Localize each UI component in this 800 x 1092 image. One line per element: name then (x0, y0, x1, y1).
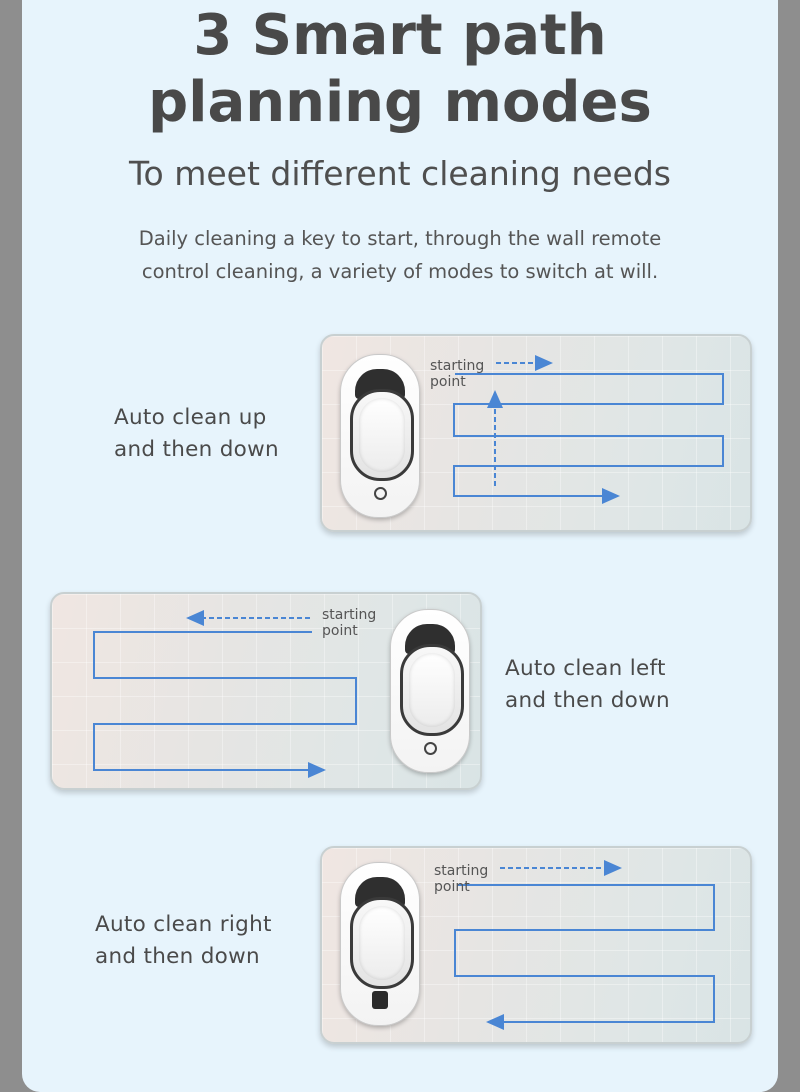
robot-power-button (424, 742, 437, 755)
description-line1: Daily cleaning a key to start, through the wall remote (138, 227, 662, 250)
mode-1-diagram (320, 334, 752, 532)
mode-2-line2: and then down (505, 688, 670, 713)
mode-3-line1: Auto clean right (95, 912, 272, 937)
page-title-line1: 3 Smart path (193, 3, 607, 68)
robot-cleaning-pad (400, 644, 464, 736)
mode-1-line2: and then down (114, 437, 279, 462)
mode-3-starting-point-label (434, 863, 488, 895)
window-robot-image (340, 862, 420, 1026)
mode-1-start-line1: starting (430, 358, 485, 374)
page-description (0, 222, 800, 288)
mode-2-start-line1: starting (322, 607, 377, 623)
mode-3-start-line2: point (434, 879, 470, 895)
mode-1-line1: Auto clean up (114, 405, 267, 430)
robot-handle (372, 991, 388, 1009)
mode-2-label (505, 653, 670, 717)
mode-1-label (114, 402, 279, 466)
page-subtitle: To meet different cleaning needs (129, 154, 671, 193)
mode-2-starting-point-label (322, 607, 376, 639)
mode-3-line2: and then down (95, 944, 260, 969)
mode-2-start-line2: point (322, 623, 358, 639)
mode-2-diagram (50, 592, 482, 790)
description-line2: control cleaning, a variety of modes to switch at will. (141, 260, 659, 283)
mode-2-line1: Auto clean left (505, 656, 666, 681)
mode-3-label (95, 909, 272, 973)
robot-cleaning-pad (350, 897, 414, 989)
robot-cleaning-pad (350, 389, 414, 481)
robot-power-button (374, 487, 387, 500)
mode-1-start-line2: point (430, 374, 466, 390)
page-title-line2: planning modes (148, 70, 652, 135)
mode-3-diagram (320, 846, 752, 1044)
mode-1-starting-point-label (430, 358, 484, 390)
window-robot-image (340, 354, 420, 518)
mode-3-start-line1: starting (434, 863, 489, 879)
window-robot-image (390, 609, 470, 773)
